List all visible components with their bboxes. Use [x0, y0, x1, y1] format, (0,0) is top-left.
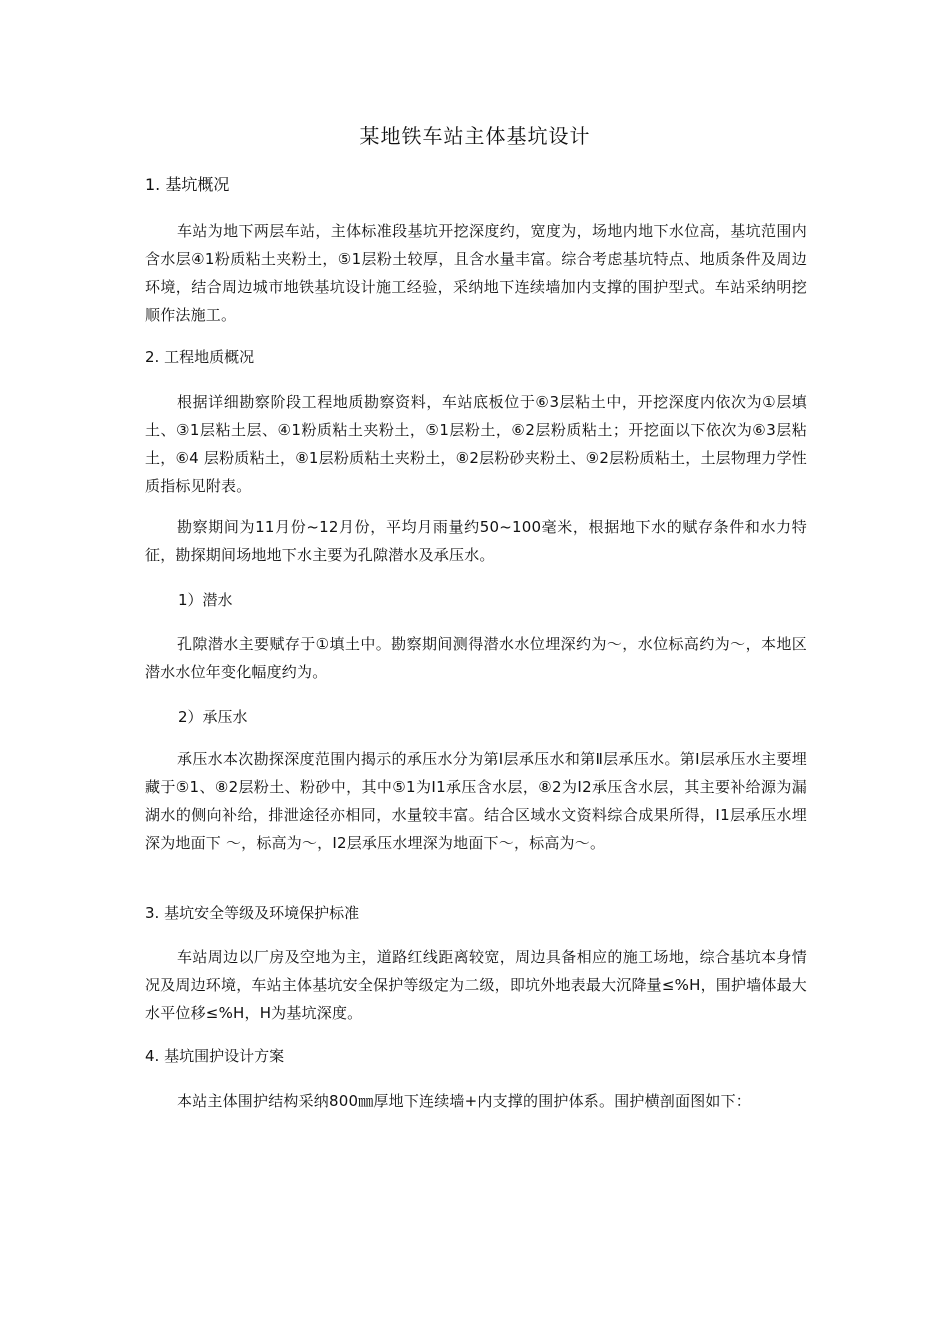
section2-paragraph-geology: 根据详细勘察阶段工程地质勘察资料，车站底板位于⑥3层粘土中，开挖深度内依次为①层填土、③1层粘土层、④1粉质粘土夹粉土，⑤1层粉土，⑥2层粉质粘土；开挖面以下依次为⑥3层粘土，⑥4 层粉质粘土，⑧1层粉质粘土夹粉土，⑧2层粉砂夹粉土、⑨2层粉质粘土，土层物理力学性质指标见附表。	[145, 393, 807, 495]
document-title: 某地铁车站主体基坑设计	[359, 124, 591, 148]
subheading-confined-water: 2）承压水	[178, 708, 248, 726]
section-heading-2: 2. 工程地质概况	[145, 348, 255, 366]
section2-paragraph-confined: 承压水本次勘探深度范围内揭示的承压水分为第Ⅰ层承压水和第Ⅱ层承压水。第Ⅰ层承压水主要埋藏于⑤1、⑧2层粉土、粉砂中，其中⑤1为Ⅰ1承压含水层，⑧2为Ⅰ2承压含水层，其主要补给源为漏湖水的侧向补给，排泄途径亦相同，水量较丰富。结合区域水文资料综合成果所得，Ⅰ1层承压水埋深为地面下 ～，标高为～，Ⅰ2层承压水埋深为地面下～，标高为～。	[145, 750, 807, 852]
section1-paragraph: 车站为地下两层车站，主体标准段基坑开挖深度约，宽度为，场地内地下水位高，基坑范围内含水层④1粉质粘土夹粉土，⑤1层粉土较厚，且含水量丰富。综合考虑基坑特点、地质条件及周边环境，结合周边城市地铁基坑设计施工经验，采纳地下连续墙加内支撑的围护型式。车站采纳明挖顺作法施工。	[145, 222, 807, 324]
subheading-phreatic-water: 1）潜水	[178, 591, 233, 609]
section4-paragraph: 本站主体围护结构采纳800㎜厚地下连续墙+内支撑的围护体系。围护横剖面图如下：	[177, 1092, 752, 1110]
section2-paragraph-phreatic: 孔隙潜水主要赋存于①填土中。勘察期间测得潜水水位埋深约为～，水位标高约为～，本地区潜水水位年变化幅度约为。	[145, 635, 807, 681]
section2-paragraph-groundwater: 勘察期间为11月份~12月份，平均月雨量约50~100毫米，根据地下水的赋存条件和水力特征，勘探期间场地地下水主要为孔隙潜水及承压水。	[145, 518, 807, 564]
section3-paragraph: 车站周边以厂房及空地为主，道路红线距离较宽，周边具备相应的施工场地，综合基坑本身情况及周边环境，车站主体基坑安全保护等级定为二级，即坑外地表最大沉降量≤%H，围护墙体最大水平位移≤%H，H为基坑深度。	[145, 948, 807, 1022]
section-heading-3: 3. 基坑安全等级及环境保护标准	[145, 904, 360, 922]
section-heading-1: 1. 基坑概况	[145, 175, 230, 194]
section-heading-4: 4. 基坑围护设计方案	[145, 1047, 285, 1065]
